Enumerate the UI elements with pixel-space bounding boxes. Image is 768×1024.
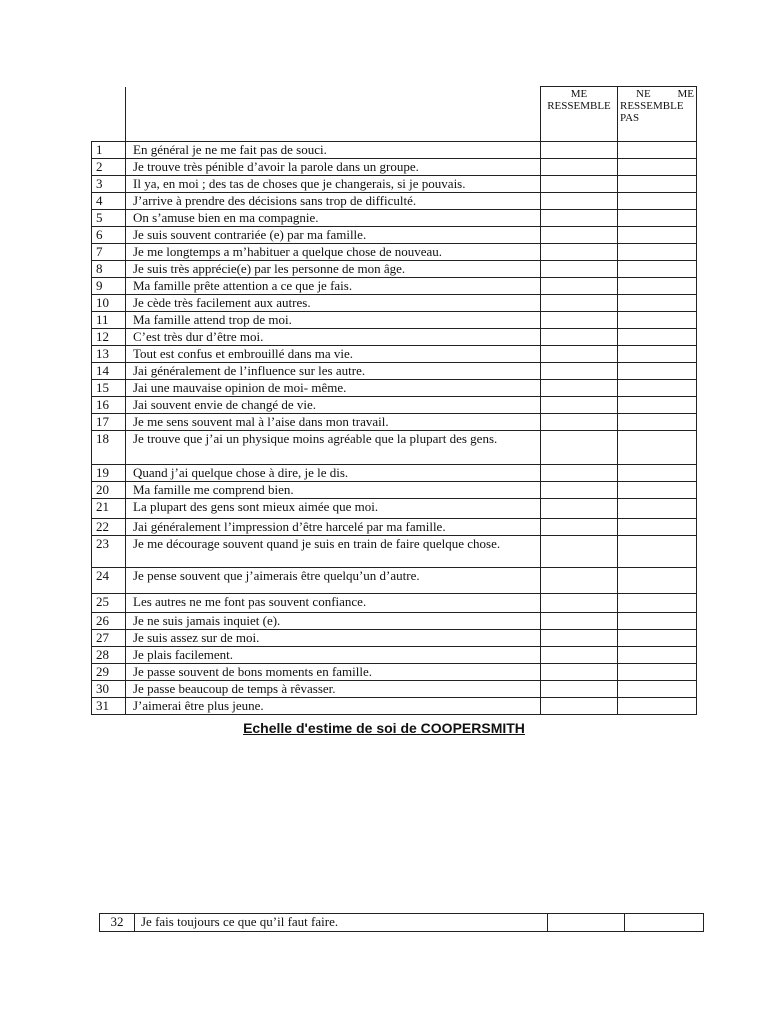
item-number: 25	[92, 594, 126, 613]
item-question: Je trouve que j’ai un physique moins agréable que la plupart des gens.	[126, 431, 541, 465]
item-question: Je plais facilement.	[126, 647, 541, 664]
table-row	[92, 261, 697, 278]
answer-cell-me-ressemble[interactable]	[541, 536, 618, 568]
header-col-a-line1: ME	[570, 88, 588, 100]
answer-cell-me-ressemble[interactable]	[541, 346, 618, 363]
table-row	[92, 176, 697, 193]
item-question: Jai une mauvaise opinion de moi- même.	[126, 380, 541, 397]
table-row	[92, 519, 697, 536]
item-number: 5	[92, 210, 126, 227]
answer-cell-me-ressemble[interactable]	[541, 568, 618, 594]
item-number: 3	[92, 176, 126, 193]
answer-cell-ne-me-ressemble-pas[interactable]	[618, 210, 697, 227]
item-question: Je passe souvent de bons moments en famille.	[126, 664, 541, 681]
answer-cell-ne-me-ressemble-pas[interactable]	[618, 681, 697, 698]
table-row	[92, 159, 697, 176]
header-ne-me-ressemble-pas	[618, 87, 697, 142]
answer-cell-ne-me-ressemble-pas[interactable]	[618, 159, 697, 176]
table-row	[92, 594, 697, 613]
item-number: 30	[92, 681, 126, 698]
answer-cell-ne-me-ressemble-pas[interactable]	[618, 647, 697, 664]
item-question: Je ne suis jamais inquiet (e).	[126, 613, 541, 630]
table-row	[92, 380, 697, 397]
table-row	[92, 363, 697, 380]
answer-cell-ne-me-ressemble-pas[interactable]	[618, 630, 697, 647]
answer-cell-me-ressemble[interactable]	[541, 482, 618, 499]
item-question: Tout est confus et embrouillé dans ma vie.	[126, 346, 541, 363]
item-number: 7	[92, 244, 126, 261]
answer-cell-ne-me-ressemble-pas[interactable]	[618, 613, 697, 630]
header-col-b-word2: ME	[677, 88, 694, 100]
table-row	[92, 630, 697, 647]
answer-cell-me-ressemble[interactable]	[541, 278, 618, 295]
answer-cell-ne-me-ressemble-pas[interactable]	[618, 465, 697, 482]
answer-cell-me-ressemble[interactable]	[541, 363, 618, 380]
item-question: Quand j’ai quelque chose à dire, je le dis.	[126, 465, 541, 482]
table-row	[92, 568, 697, 594]
answer-cell-me-ressemble[interactable]	[541, 647, 618, 664]
answer-cell-ne-me-ressemble-pas[interactable]	[618, 176, 697, 193]
answer-cell-ne-me-ressemble-pas[interactable]	[618, 499, 697, 519]
answer-cell-ne-me-ressemble-pas[interactable]	[618, 295, 697, 312]
extra-item-table	[99, 913, 704, 932]
table-row	[92, 346, 697, 363]
item-number: 13	[92, 346, 126, 363]
table-row	[92, 312, 697, 329]
item-question: Ma famille attend trop de moi.	[126, 312, 541, 329]
answer-cell-ne-me-ressemble-pas[interactable]	[618, 363, 697, 380]
item-question: Je pense souvent que j’aimerais être quelqu’un d’autre.	[126, 568, 541, 594]
answer-cell-ne-me-ressemble-pas[interactable]	[618, 414, 697, 431]
item-question: Il ya, en moi ; des tas de choses que je changerais, si je pouvais.	[126, 176, 541, 193]
item-number: 19	[92, 465, 126, 482]
header-col-b-word1: NE	[636, 88, 651, 100]
table-row	[100, 914, 704, 932]
table-row	[92, 482, 697, 499]
answer-cell-me-ressemble[interactable]	[541, 414, 618, 431]
answer-cell-me-ressemble[interactable]	[541, 630, 618, 647]
questionnaire-table	[91, 86, 697, 715]
answer-cell-ne-me-ressemble-pas[interactable]	[618, 261, 697, 278]
answer-cell-me-ressemble[interactable]	[541, 681, 618, 698]
table-row	[92, 210, 697, 227]
answer-cell-ne-me-ressemble-pas[interactable]	[618, 594, 697, 613]
item-question: Les autres ne me font pas souvent confiance.	[126, 594, 541, 613]
answer-cell-ne-me-ressemble-pas[interactable]	[618, 312, 697, 329]
table-row	[92, 698, 697, 715]
answer-cell-ne-me-ressemble-pas[interactable]	[618, 568, 697, 594]
item-number: 18	[92, 431, 126, 465]
item-number: 15	[92, 380, 126, 397]
item-number: 26	[92, 613, 126, 630]
item-number: 32	[100, 914, 135, 932]
answer-cell-ne-me-ressemble-pas[interactable]	[618, 664, 697, 681]
answer-cell-ne-me-ressemble-pas[interactable]	[618, 142, 697, 159]
table-row	[92, 397, 697, 414]
table-row	[92, 465, 697, 482]
item-number: 17	[92, 414, 126, 431]
item-number: 12	[92, 329, 126, 346]
item-number: 31	[92, 698, 126, 715]
item-number: 8	[92, 261, 126, 278]
answer-cell-ne-me-ressemble-pas[interactable]	[618, 431, 697, 465]
answer-cell-ne-me-ressemble-pas[interactable]	[618, 329, 697, 346]
item-question: Jai souvent envie de changé de vie.	[126, 397, 541, 414]
answer-cell-me-ressemble[interactable]	[541, 312, 618, 329]
answer-cell-ne-me-ressemble-pas[interactable]	[618, 482, 697, 499]
table-row	[92, 431, 697, 465]
item-number: 23	[92, 536, 126, 568]
item-number: 27	[92, 630, 126, 647]
item-number: 4	[92, 193, 126, 210]
item-number: 22	[92, 519, 126, 536]
answer-cell-me-ressemble[interactable]	[541, 261, 618, 278]
answer-cell-me-ressemble[interactable]	[541, 519, 618, 536]
table-row	[92, 613, 697, 630]
answer-cell-me-ressemble[interactable]	[541, 295, 618, 312]
item-question: La plupart des gens sont mieux aimée que moi.	[126, 499, 541, 519]
item-number: 6	[92, 227, 126, 244]
answer-cell-ne-me-ressemble-pas[interactable]	[618, 397, 697, 414]
table-row	[92, 647, 697, 664]
item-question: J’aimerai être plus jeune.	[126, 698, 541, 715]
table-header-row	[92, 87, 697, 142]
header-me-ressemble	[541, 87, 618, 142]
answer-cell-ne-me-ressemble-pas[interactable]	[618, 536, 697, 568]
table-row	[92, 244, 697, 261]
header-empty-num	[92, 87, 126, 142]
answer-cell-me-ressemble[interactable]	[541, 227, 618, 244]
item-number: 16	[92, 397, 126, 414]
answer-cell-me-ressemble[interactable]	[541, 176, 618, 193]
answer-cell-ne-me-ressemble-pas[interactable]	[618, 346, 697, 363]
item-question: Je me longtemps a m’habituer a quelque chose de nouveau.	[126, 244, 541, 261]
item-question: J’arrive à prendre des décisions sans trop de difficulté.	[126, 193, 541, 210]
answer-cell-ne-me-ressemble-pas[interactable]	[618, 244, 697, 261]
table-row	[92, 414, 697, 431]
table-row	[92, 499, 697, 519]
item-number: 29	[92, 664, 126, 681]
answer-cell-ne-me-ressemble-pas[interactable]	[618, 278, 697, 295]
item-question: En général je ne me fait pas de souci.	[126, 142, 541, 159]
answer-cell-me-ressemble[interactable]	[541, 594, 618, 613]
table-row	[92, 536, 697, 568]
answer-cell-me-ressemble[interactable]	[541, 244, 618, 261]
answer-cell-ne-me-ressemble-pas[interactable]	[625, 914, 704, 932]
answer-cell-ne-me-ressemble-pas[interactable]	[618, 193, 697, 210]
item-number: 20	[92, 482, 126, 499]
item-question: Ma famille me comprend bien.	[126, 482, 541, 499]
item-question: Je me sens souvent mal à l’aise dans mon travail.	[126, 414, 541, 431]
item-question: Je suis très apprécie(e) par les personne de mon âge.	[126, 261, 541, 278]
item-question: Jai généralement l’impression d’être harcelé par ma famille.	[126, 519, 541, 536]
scale-title: Echelle d'estime de soi de COOPERSMITH	[243, 720, 525, 736]
answer-cell-me-ressemble[interactable]	[541, 499, 618, 519]
answer-cell-me-ressemble[interactable]	[541, 664, 618, 681]
item-number: 2	[92, 159, 126, 176]
answer-cell-me-ressemble[interactable]	[541, 698, 618, 715]
table-row	[92, 278, 697, 295]
answer-cell-me-ressemble[interactable]	[541, 613, 618, 630]
answer-cell-me-ressemble[interactable]	[541, 142, 618, 159]
item-number: 24	[92, 568, 126, 594]
answer-cell-me-ressemble[interactable]	[541, 465, 618, 482]
item-number: 10	[92, 295, 126, 312]
header-col-a-line2: RESSEMBLE	[547, 100, 611, 112]
table-row	[92, 227, 697, 244]
item-question: C’est très dur d’être moi.	[126, 329, 541, 346]
item-question: Jai généralement de l’influence sur les autre.	[126, 363, 541, 380]
answer-cell-me-ressemble[interactable]	[541, 380, 618, 397]
item-question: Je me décourage souvent quand je suis en train de faire quelque chose.	[126, 536, 541, 568]
item-question: Je trouve très pénible d’avoir la parole dans un groupe.	[126, 159, 541, 176]
header-col-b-line2: RESSEMBLE	[620, 100, 684, 112]
table-row	[92, 329, 697, 346]
item-question: Je passe beaucoup de temps à rêvasser.	[126, 681, 541, 698]
answer-cell-me-ressemble[interactable]	[541, 397, 618, 414]
table-row	[92, 142, 697, 159]
header-col-b-line3: PAS	[620, 112, 640, 124]
table-row	[92, 664, 697, 681]
answer-cell-ne-me-ressemble-pas[interactable]	[618, 698, 697, 715]
answer-cell-ne-me-ressemble-pas[interactable]	[618, 380, 697, 397]
item-question: Ma famille prête attention a ce que je fais.	[126, 278, 541, 295]
item-question: Je suis assez sur de moi.	[126, 630, 541, 647]
item-number: 1	[92, 142, 126, 159]
item-question: Je cède très facilement aux autres.	[126, 295, 541, 312]
table-row	[92, 295, 697, 312]
item-number: 14	[92, 363, 126, 380]
item-question: Je fais toujours ce que qu’il faut faire.	[135, 914, 548, 932]
answer-cell-me-ressemble[interactable]	[541, 431, 618, 465]
item-number: 28	[92, 647, 126, 664]
header-empty-question	[126, 87, 541, 142]
answer-cell-me-ressemble[interactable]	[541, 329, 618, 346]
item-question: Je suis souvent contrariée (e) par ma famille.	[126, 227, 541, 244]
answer-cell-me-ressemble[interactable]	[541, 193, 618, 210]
item-number: 21	[92, 499, 126, 519]
item-question: On s’amuse bien en ma compagnie.	[126, 210, 541, 227]
table-row	[92, 193, 697, 210]
item-number: 9	[92, 278, 126, 295]
answer-cell-me-ressemble[interactable]	[541, 210, 618, 227]
item-number: 11	[92, 312, 126, 329]
answer-cell-me-ressemble[interactable]	[541, 159, 618, 176]
table-row	[92, 681, 697, 698]
answer-cell-ne-me-ressemble-pas[interactable]	[618, 227, 697, 244]
answer-cell-me-ressemble[interactable]	[548, 914, 625, 932]
answer-cell-ne-me-ressemble-pas[interactable]	[618, 519, 697, 536]
